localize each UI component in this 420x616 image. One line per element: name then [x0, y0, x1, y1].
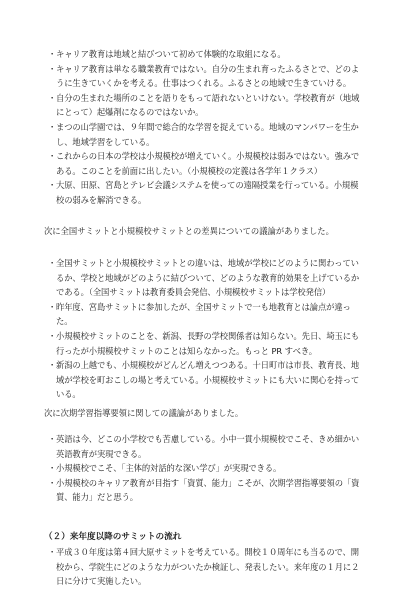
bullet-marker: ・ [48, 434, 57, 444]
list-item-text: 平成３０年度は第４回大原サミットを考えている。開校１０周年にも当るので、開校から、学院生にどのような力がついたか検証し、発表したい。来年度の１月に２日に分けて実施したい。 [56, 547, 360, 587]
section-heading: （２）来年度以降のサミットの流れ [44, 532, 182, 542]
list-item-text: まつの山学園では、９年間で総合的な学習を捉えている。地域のマンパワーを生かし、地域学習をしている。 [56, 121, 359, 147]
bullet-list-opinions [0, 47, 420, 208]
list-item-text: 全国サミットと小規模校サミットとの違いは、地域が学校にどのように関わっているか、学校と地域がどのように結びついて、どのような教育的効果を上げているかである。（全国サミットは教育委員会発信、小規模校サミットは学校発信） [56, 258, 360, 298]
bullet-list-summit-differences [0, 256, 420, 402]
list-item [0, 120, 364, 149]
bullet-marker: ・ [48, 63, 57, 74]
section-intro-paragraph: 次に次期学習指導要領に関しての議論がありました。 [44, 408, 244, 418]
list-item [0, 432, 364, 461]
bullet-marker: ・ [48, 477, 57, 488]
list-item [0, 545, 364, 589]
list-item-text: 新潟の上越でも、小規模校がどんどん増えつつある。十日町市は市長、教育長、地域が学校を町おこしの場と考えている。小規模校サミットにも大いに関心を持っている。 [56, 360, 360, 400]
bullet-marker: ・ [48, 180, 57, 191]
list-item [0, 256, 364, 300]
list-item [0, 358, 364, 402]
list-item [0, 149, 364, 178]
section-intro-paragraph: 次に全国サミットと小規模校サミットとの差異についての議論がありました。 [44, 226, 334, 236]
list-item [0, 47, 364, 62]
list-item-text: これからの日本の学校は小規模校が増えていく。小規模校は弱みではない。強みである。このことを前面に出したい。（小規模校の定義は各学年１クラス） [56, 151, 360, 176]
bullet-marker: ・ [48, 49, 57, 59]
bullet-marker: ・ [48, 547, 57, 557]
list-item-text: 自分の生まれた場所のことを語りをもって語れないといけない。学校教育が（地域にとって）起爆剤になるのではないか。 [56, 92, 360, 118]
list-item [0, 329, 364, 358]
list-item-text: 大原、田原、宮島とテレビ会議システムを使っての遠隔授業を行っている。小規模校の弱みを解消できる。 [56, 180, 359, 205]
list-item-text: 小規模校のキャリア教育が目指す「資質、能力」こそが、次期学習指導要領の「資質、能力」だと思う。 [56, 477, 360, 503]
list-item [0, 461, 364, 476]
list-item-text: 小規模校でこそ、「主体的対話的な深い学び」が実現できる。 [56, 463, 282, 474]
bullet-list-curriculum [0, 432, 420, 505]
bullet-marker: ・ [48, 301, 57, 312]
bullet-marker: ・ [48, 360, 57, 371]
list-item [0, 62, 364, 91]
bullet-marker: ・ [48, 258, 57, 268]
list-item [0, 300, 364, 329]
list-item-text: キャリア教育は地域と結びついて初めて体験的な取組になる。 [56, 49, 286, 59]
list-item-text: 小規模校サミットのことを、新潟、長野の学校関係者は知らない。先日、埼玉にも行ったが小規模校サミットのことは知らなかった。もっと PR すべき。 [56, 330, 360, 356]
bullet-marker: ・ [48, 121, 57, 132]
list-item [0, 91, 364, 120]
list-item [0, 476, 364, 505]
list-item [0, 178, 364, 207]
bullet-marker: ・ [48, 463, 57, 474]
bullet-marker: ・ [48, 92, 57, 103]
list-item-text: 英語は今、どこの小学校でも苦慮している。小中一貫小規模校でこそ、きめ細かい英語教育が実現できる。 [56, 434, 360, 459]
list-item-text: キャリア教育は単なる職業教育ではない。自分の生まれ育ったふるさとで、どのように生きていくかを考える。仕事はつくれる。ふるさとの地域で生きていける。 [56, 63, 360, 89]
bullet-marker: ・ [48, 330, 57, 341]
bullet-marker: ・ [48, 151, 57, 162]
bullet-list-future-summits [0, 545, 420, 589]
list-item-text: 昨年度、宮島サミットに参加したが、全国サミットで一も地教育とは論点が違った。 [56, 301, 351, 327]
